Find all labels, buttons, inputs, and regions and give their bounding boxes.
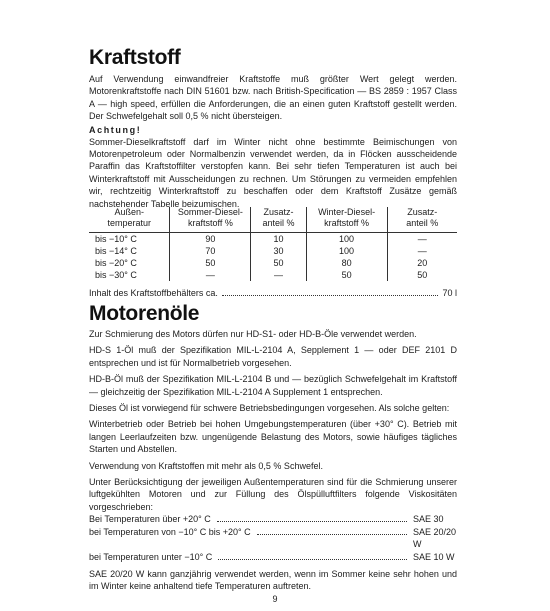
- dot-leader: [218, 559, 407, 560]
- tank-capacity-value: 70 l: [442, 288, 457, 298]
- table-cell: 50: [251, 257, 306, 269]
- table-cell: bis −10° C: [95, 234, 137, 244]
- table-cell: 70: [170, 245, 251, 257]
- tank-capacity-label: Inhalt des Kraftstoffbehälters ca.: [89, 288, 218, 298]
- motorenoele-text-block: [89, 328, 457, 592]
- oil-paragraph-8: SAE 20/20 W kann ganzjährig verwendet werden, wenn im Sommer keine sehr hohen und im Winter keine anhaltend tiefe Temperaturen auftreten.: [89, 568, 457, 592]
- viscosity-grade: SAE 30: [413, 514, 444, 525]
- table-cell: bis −14° C: [95, 246, 137, 256]
- dot-leader: [222, 295, 439, 296]
- table-cell: 100: [306, 245, 387, 257]
- list-item: [89, 526, 457, 551]
- table-cell: 10: [251, 233, 306, 246]
- table-row: [89, 257, 457, 269]
- oil-paragraph-7: Unter Berücksichtigung der jeweiligen Außentemperaturen sind für die Schmierung unserer luftgekühlten Motoren und zur Füllung des Ölspülluftfilters folgende Viskositäten vorgeschrieben:: [89, 477, 457, 512]
- viscosity-condition: Bei Temperaturen über +20° C: [89, 514, 211, 525]
- table-cell: 50: [170, 257, 251, 269]
- page-number: 9: [272, 594, 278, 604]
- table-cell: 80: [306, 257, 387, 269]
- table-cell: 20: [387, 257, 457, 269]
- table-cell: —: [387, 233, 457, 246]
- viscosity-grade: SAE 10 W: [413, 552, 455, 563]
- list-item: [89, 513, 457, 526]
- list-item: [89, 551, 457, 564]
- oil-paragraph-3: HD-B-Öl muß der Spezifikation MIL-L-2104 B und — bezüglich Schwefelgehalt im Kraftstoff — gleichzeitig der Spezifikation MIL-L-2104 A Supplement 1 entsprechen.: [89, 374, 457, 397]
- oil-paragraph-4: Dieses Öl ist vorwiegend für schwere Betriebsbedingungen vorgesehen. Als solche gelten:: [89, 403, 450, 414]
- table-cell: —: [170, 269, 251, 281]
- table-cell: 90: [170, 233, 251, 246]
- winter-warning: Sommer-Dieselkraftstoff darf im Winter nicht ohne bestimmte Beimischungen von Motorenpetroleum oder Normalbenzin verwendet werden, da in Flöcken ausscheidende Paraffin das Kraftstoffilter verstopfen kann. Bei sehr tiefen Temperaturen ist auch bei Winterkraftstoff mit Ausscheidungen zu rechnen. Um Störungen zu vermeiden empfehlen wir, rechtzeitig Winterkraftstoff zu beschaffen oder dem Kraftstoff Zusätze gemäß nachstehender Tabelle beizumischen.: [89, 136, 457, 209]
- fuel-mixture-table: [89, 207, 457, 281]
- table-cell: 50: [387, 269, 457, 281]
- table-cell: 50: [306, 269, 387, 281]
- tank-capacity-line: [89, 288, 457, 298]
- table-cell: 100: [306, 233, 387, 246]
- achtung-heading: Achtung!: [89, 124, 142, 135]
- section-title-kraftstoff: Kraftstoff: [89, 46, 181, 69]
- table-cell: bis −30° C: [95, 270, 137, 280]
- oil-paragraph-2: HD-S 1-Öl muß der Spezifikation MIL-L-2104 A, Sepplement 1 — oder DEF 2101 D entsprechen und ist für Normalbetrieb vorgesehen.: [89, 345, 457, 368]
- table-cell: —: [251, 269, 306, 281]
- table-cell: —: [387, 245, 457, 257]
- oil-paragraph-1: Zur Schmierung des Motors dürfen nur HD-S1- oder HD-B-Öle verwendet werden.: [89, 329, 417, 339]
- header-additive-1: Zusatz- anteil %: [251, 207, 306, 233]
- table-row: [89, 233, 457, 246]
- dot-leader: [257, 534, 407, 535]
- table-row: [89, 269, 457, 281]
- header-outside-temp: Außen- temperatur: [89, 207, 170, 233]
- header-additive-2: Zusatz- anteil %: [387, 207, 457, 233]
- dot-leader: [217, 521, 407, 522]
- section-title-motorenoele: Motorenöle: [89, 302, 200, 325]
- viscosity-condition: bei Temperaturen von −10° C bis +20° C: [89, 526, 251, 537]
- oil-paragraph-5: Winterbetrieb oder Betrieb bei hohen Umgebungstemperaturen (über +30° C). Betrieb mit langen Leerlaufzeiten bzw. ungenügende Belastung des Motors, sowie häufiges tägliches Starten und Abstellen.: [89, 419, 457, 455]
- header-winter-diesel: Winter-Diesel- kraftstoff %: [306, 207, 387, 233]
- viscosity-grade: SAE 20/20 W: [413, 526, 457, 550]
- viscosity-condition: bei Temperaturen unter −10° C: [89, 552, 213, 563]
- header-summer-diesel: Sommer-Diesel- kraftstoff %: [170, 207, 251, 233]
- table-header-row: [89, 207, 457, 233]
- table-cell: bis −20° C: [95, 258, 137, 268]
- kraftstoff-text-block: [89, 73, 457, 210]
- viscosity-list: [89, 513, 457, 563]
- oil-paragraph-6: Verwendung von Kraftstoffen mit mehr als 0,5 % Schwefel.: [89, 460, 323, 471]
- kraftstoff-intro: Auf Verwendung einwandfreier Kraftstoffe muß größter Wert gelegt werden. Motorenkraftstoffe nach DIN 51601 bzw. nach British-Specification — BS 2859 : 1957 Class A — high speed, erfüllen die Anforderungen, die an einen guten Kraftstoff gestellt werden. Der Schwefelgehalt soll 0,5 % nicht übersteigen.: [89, 74, 457, 122]
- table-cell: 30: [251, 245, 306, 257]
- table-row: [89, 245, 457, 257]
